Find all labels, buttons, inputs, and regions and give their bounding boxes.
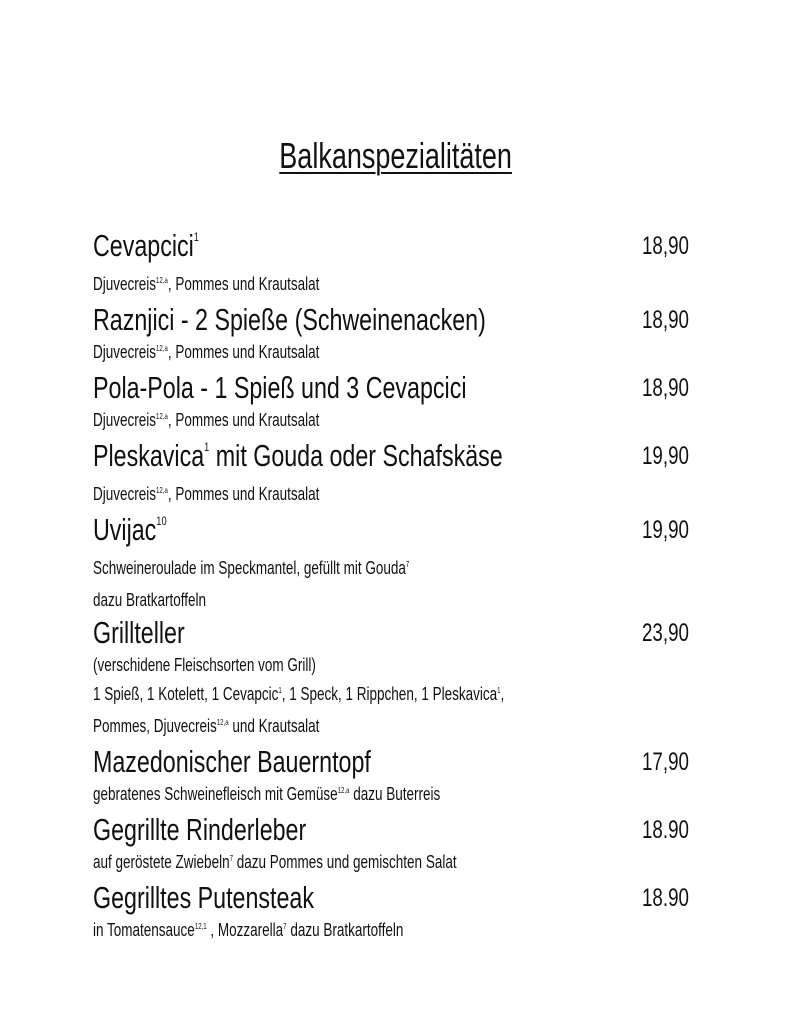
dish-price: 19,90	[642, 442, 689, 470]
text-segment: , Pommes und Krautsalat	[167, 274, 320, 294]
text-segment: 1 Spieß, 1 Kotelett, 1 Cevapcic	[93, 684, 279, 704]
text-segment: Schweineroulade im Speckmantel, gefüllt mit Gouda	[93, 558, 406, 578]
text-segment: Djuvecreis	[93, 410, 157, 430]
allergen-superscript: 1	[278, 685, 282, 695]
text-segment: , Mozzarella	[206, 920, 284, 940]
dish-description	[93, 712, 723, 744]
text-segment: Mazedonischer Bauerntopf	[93, 744, 371, 779]
text-segment: dazu Bratkartoffeln	[93, 590, 207, 610]
allergen-superscript: 12,a	[337, 785, 350, 795]
dish-price: 18,90	[642, 374, 689, 402]
allergen-superscript: 7	[283, 921, 287, 931]
text-segment: mit Gouda oder Schafskäse	[209, 438, 503, 473]
dish-price: 19,90	[642, 516, 689, 544]
allergen-superscript: 7	[229, 853, 233, 863]
dish-name	[93, 512, 723, 554]
allergen-superscript: 12,1	[194, 921, 207, 931]
text-segment: ,	[500, 684, 505, 704]
title-text: Balkanspezialitäten	[279, 135, 512, 176]
dish-price: 18,90	[642, 306, 689, 334]
text-segment: dazu Bratkartoffeln	[286, 920, 404, 940]
text-segment: auf geröstete Zwiebeln	[93, 852, 230, 872]
dish-description	[93, 338, 723, 370]
text-segment: dazu Buterreis	[349, 784, 441, 804]
dish-description	[93, 680, 723, 712]
text-segment: , Pommes und Krautsalat	[167, 484, 320, 504]
allergen-superscript: 12,a	[156, 343, 168, 353]
allergen-superscript: 1	[204, 439, 210, 454]
dish-description	[93, 270, 723, 302]
text-segment: in Tomatensauce	[93, 920, 195, 940]
dish-description	[93, 554, 723, 586]
allergen-superscript: 12,a	[156, 485, 168, 495]
menu-item	[93, 512, 723, 615]
text-segment: Raznjici - 2 Spieße (Schweinenacken)	[93, 302, 486, 337]
menu-item	[93, 302, 723, 370]
text-segment: Pola-Pola - 1 Spieß und 3 Cevapcici	[93, 370, 467, 405]
text-segment: (verschidene Fleischsorten vom Grill)	[93, 655, 316, 675]
allergen-superscript: 12,a	[216, 717, 229, 727]
text-segment: Djuvecreis	[93, 274, 157, 294]
dish-name	[93, 615, 723, 651]
text-segment: Gegrillte Rinderleber	[93, 812, 307, 847]
allergen-superscript: 1	[193, 229, 199, 244]
text-segment: Uvijac	[93, 512, 157, 547]
dish-name	[93, 812, 723, 848]
dish-description	[93, 406, 723, 438]
allergen-superscript: 12,a	[156, 411, 168, 421]
dish-description	[93, 651, 723, 680]
dish-name	[93, 228, 723, 270]
text-segment: Pommes, Djuvecreis	[93, 716, 217, 736]
menu-item	[93, 615, 723, 744]
menu-item	[93, 744, 723, 812]
menu-item	[93, 812, 723, 880]
text-segment: Pleskavica	[93, 438, 205, 473]
dish-price: 17,90	[642, 748, 689, 776]
text-segment: , Pommes und Krautsalat	[167, 410, 320, 430]
allergen-superscript: 12,a	[156, 275, 168, 285]
text-segment: , Pommes und Krautsalat	[167, 342, 320, 362]
allergen-superscript: 7	[405, 559, 410, 569]
dish-description	[93, 848, 723, 880]
page-title	[0, 134, 791, 178]
menu-list	[93, 228, 723, 948]
dish-name	[93, 438, 723, 480]
dish-name	[93, 880, 723, 916]
allergen-superscript: 10	[156, 513, 167, 528]
text-segment: Djuvecreis	[93, 484, 157, 504]
dish-price: 23,90	[642, 619, 689, 647]
dish-price: 18.90	[642, 816, 689, 844]
dish-description	[93, 586, 723, 615]
allergen-superscript: 1	[497, 685, 501, 695]
menu-item	[93, 370, 723, 438]
dish-name	[93, 744, 723, 780]
text-segment: gebratenes Schweinefleisch mit Gemüse	[93, 784, 338, 804]
dish-description	[93, 480, 723, 512]
menu-item	[93, 228, 723, 302]
text-segment: , 1 Speck, 1 Rippchen, 1 Pleskavica	[281, 684, 498, 704]
text-segment: Cevapcici	[93, 228, 194, 263]
dish-price: 18,90	[642, 232, 689, 260]
dish-description	[93, 780, 723, 812]
text-segment: und Krautsalat	[228, 716, 320, 736]
dish-price: 18.90	[642, 884, 689, 912]
text-segment: dazu Pommes und gemischten Salat	[232, 852, 457, 872]
dish-name	[93, 302, 723, 338]
menu-item	[93, 438, 723, 512]
text-segment: Gegrilltes Putensteak	[93, 880, 314, 915]
dish-name	[93, 370, 723, 406]
dish-description	[93, 916, 723, 948]
text-segment: Djuvecreis	[93, 342, 157, 362]
text-segment: Grillteller	[93, 615, 185, 650]
menu-item	[93, 880, 723, 948]
